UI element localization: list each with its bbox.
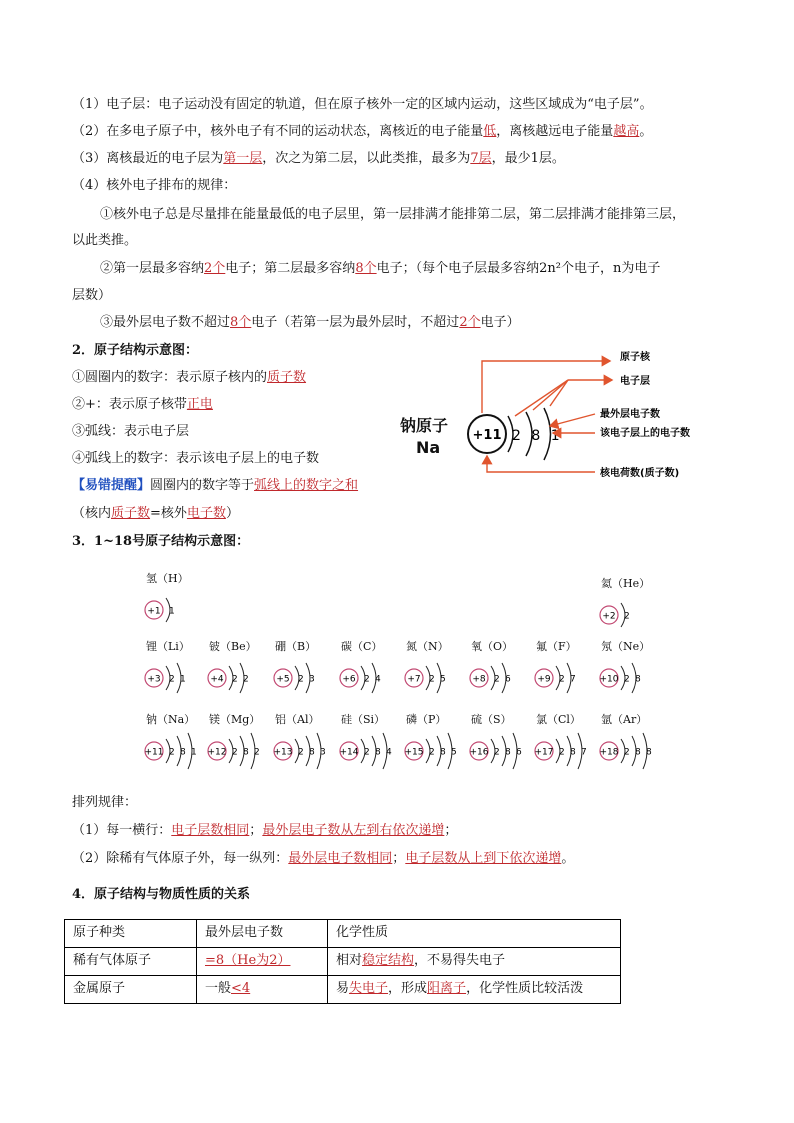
shell-electron-count: 2 — [364, 747, 370, 758]
shell-electron-count: 8 — [180, 747, 186, 758]
shell-electron-count: 5 — [440, 674, 446, 685]
item-circle-number: ①圆圈内的数字：表示原子核内的质子数 — [72, 370, 307, 385]
diagram-label-outer: 最外层电子数 — [600, 409, 660, 420]
table-row1-type: 稀有气体原子 — [65, 948, 197, 976]
nucleus-charge: +6 — [342, 674, 356, 685]
shell-electron-count: 3 — [309, 674, 315, 685]
shell-electron-count: 2 — [169, 674, 175, 685]
table-row1-count: =8（He为2） — [197, 948, 328, 976]
element-name: 氯（Cl） — [536, 713, 581, 726]
shell-electron-count: 2 — [559, 747, 565, 758]
shell-electron-count: 2 — [254, 747, 260, 758]
shell-electron-count: 8 — [440, 747, 446, 758]
element-name: 硼（B） — [275, 640, 317, 653]
shell-electron-count: 2 — [232, 674, 238, 685]
element-atom-diagram — [534, 729, 604, 773]
table-row1-property: 相对稳定结构，不易得失电子 — [328, 948, 621, 976]
shell-electron-count: 1 — [191, 747, 197, 758]
section2-title: 2．原子结构示意图： — [72, 343, 199, 358]
rule-1-cont: 以此类推。 — [72, 233, 138, 248]
diagram-nucleus: +11 — [472, 428, 502, 443]
item-plus-sign: ②+：表示原子核带正电 — [72, 397, 213, 412]
shell-electron-count: 5 — [451, 747, 457, 758]
rule-1: ①核外电子总是尽量排在能量最低的电子层里，第一层排满才能排第二层，第二层排满才能排第三层， — [100, 207, 686, 222]
shell-electron-count: 8 — [505, 747, 511, 758]
nucleus-charge: +1 — [147, 606, 161, 617]
nucleus-charge: +3 — [147, 674, 161, 685]
element-name: 氧（O） — [471, 640, 514, 653]
element-atom-diagram — [144, 729, 214, 773]
nucleus-charge: +13 — [273, 747, 293, 758]
item-arc-number: ④弧线上的数字：表示该电子层上的电子数 — [72, 451, 320, 466]
element-atom-diagram — [207, 729, 277, 773]
shell-electron-count: 2 — [559, 674, 565, 685]
element-atom-diagram — [469, 729, 539, 773]
nucleus-charge: +18 — [599, 747, 619, 758]
element-atom-diagram — [469, 656, 539, 700]
shell-electron-count: 8 — [646, 747, 652, 758]
shell-electron-count: 8 — [375, 747, 381, 758]
rule-2: ②第一层最多容纳2个电子；第二层最多容纳8个电子；（每个电子层最多容纳2n²个电子，n为电子 — [100, 261, 661, 276]
rule-column: （2）除稀有气体原子外，每一纵列：最外层电子数相同；电子层数从上到下依次递增。 — [72, 851, 575, 866]
element-name: 铝（Al） — [275, 713, 320, 726]
element-name: 氖（Ne） — [601, 640, 651, 653]
nucleus-charge: +5 — [276, 674, 290, 685]
answer-two-max: 2个 — [459, 315, 481, 330]
shell-electron-count: 8 — [243, 747, 249, 758]
element-atom-diagram — [599, 656, 669, 700]
element-name: 碳（C） — [341, 640, 383, 653]
element-name: 钠（Na） — [146, 713, 196, 726]
shell-electron-count: 4 — [375, 674, 381, 685]
shell-electron-count: 8 — [635, 674, 641, 685]
shell-electron-count: 7 — [581, 747, 587, 758]
diagram-label-nucleus: 原子核 — [620, 352, 650, 363]
shell-electron-count: 3 — [320, 747, 326, 758]
nucleus-charge: +14 — [339, 747, 359, 758]
shell-electron-count: 6 — [505, 674, 511, 685]
nucleus-charge: +9 — [537, 674, 551, 685]
section3-title: 3．1~18号原子结构示意图： — [72, 534, 250, 549]
table-row2-count: 一般<4 — [197, 976, 328, 1004]
element-name: 硫（S） — [471, 713, 512, 726]
shell-electron-count: 2 — [624, 611, 630, 622]
shell-electron-count: 2 — [624, 674, 630, 685]
element-atom-diagram — [599, 729, 669, 773]
nucleus-charge: +2 — [602, 611, 616, 622]
shell-electron-count: 7 — [570, 674, 576, 685]
shell-electron-count: 2 — [298, 674, 304, 685]
rule-2-cont: 层数） — [72, 288, 112, 303]
diagram-electrons: 2 8 1 — [512, 428, 563, 444]
element-name: 氢（H） — [146, 572, 189, 585]
element-name: 锂（Li） — [146, 640, 190, 653]
shell-electron-count: 1 — [180, 674, 186, 685]
para-multi-electron: （2）在多电子原子中，核外电子有不同的运动状态，离核近的电子能量低，离核越远电子能量越高。 — [72, 124, 653, 139]
shell-electron-count: 4 — [386, 747, 392, 758]
shell-electron-count: 2 — [494, 747, 500, 758]
element-name: 铍（Be） — [209, 640, 257, 653]
shell-electron-count: 2 — [429, 747, 435, 758]
section4-title: 4．原子结构与物质性质的关系 — [72, 887, 251, 902]
para-rules-heading: （4）核外电子排布的规律： — [72, 178, 237, 193]
diagram-atom-label: 钠原子 — [400, 416, 449, 435]
element-atom-diagram — [404, 729, 474, 773]
arrow-charge — [487, 456, 595, 472]
element-atom-diagram — [273, 729, 343, 773]
answer-first-layer: 第一层 — [223, 151, 263, 166]
element-atom-diagram — [534, 656, 604, 700]
para-electron-layer: （1）电子层：电子运动没有固定的轨道，但在原子核外一定的区域内运动，这些区域成为“电子层”。 — [72, 97, 653, 112]
arrow-outer — [550, 414, 595, 426]
element-atom-diagram — [339, 656, 409, 700]
element-atom-diagram — [273, 656, 343, 700]
nucleus-charge: +16 — [469, 747, 489, 758]
property-table — [64, 919, 621, 1004]
answer-low: 低 — [483, 124, 497, 139]
shell-electron-count: 2 — [494, 674, 500, 685]
shell-electron-count: 8 — [570, 747, 576, 758]
tip-line-2: （核内质子数=核外电子数） — [72, 506, 239, 521]
diagram-label-shell: 电子层 — [620, 376, 650, 387]
rule-title: 排列规律： — [72, 795, 138, 810]
tip-line: 【易错提醒】圆圈内的数字等于弧线上的数字之和 — [72, 478, 359, 493]
diagram-label-count: 该电子层上的电子数 — [600, 428, 690, 439]
rule-3: ③最外层电子数不超过8个电子（若第一层为最外层时，不超过2个电子） — [100, 315, 520, 330]
shell-electron-count: 8 — [309, 747, 315, 758]
element-name: 硅（Si） — [341, 713, 386, 726]
table-row2-type: 金属原子 — [65, 976, 197, 1004]
nucleus-charge: +10 — [599, 674, 619, 685]
element-name: 氟（F） — [536, 640, 577, 653]
shell-electron-count: 2 — [298, 747, 304, 758]
answer-eight: 8个 — [355, 261, 377, 276]
element-name: 磷（P） — [406, 713, 447, 726]
nucleus-charge: +11 — [144, 747, 164, 758]
nucleus-charge: +8 — [472, 674, 486, 685]
table-header-count: 最外层电子数 — [197, 920, 328, 948]
element-name: 氮（N） — [406, 640, 449, 653]
sodium-atom-diagram — [390, 340, 730, 490]
table-header-type: 原子种类 — [65, 920, 197, 948]
tip-label: 【易错提醒】 — [72, 478, 151, 493]
shell-electron-count: 1 — [169, 606, 175, 617]
element-name: 氦（He） — [601, 577, 651, 590]
table-header-property: 化学性质 — [328, 920, 621, 948]
para-layer-order: （3）离核最近的电子层为第一层，次之为第二层，以此类推，最多为7层，最少1层。 — [72, 151, 565, 166]
rule-row: （1）每一横行：电子层数相同；最外层电子数从左到右依次递增； — [72, 823, 458, 838]
shell-electron-count: 2 — [243, 674, 249, 685]
element-atom-diagram — [207, 656, 277, 700]
nucleus-charge: +12 — [207, 747, 227, 758]
item-arc: ③弧线：表示电子层 — [72, 424, 190, 439]
answer-seven-layers: 7层 — [470, 151, 492, 166]
nucleus-charge: +4 — [210, 674, 224, 685]
element-atom-diagram — [144, 656, 214, 700]
shell-electron-count: 2 — [232, 747, 238, 758]
element-name: 镁（Mg） — [209, 713, 261, 726]
answer-higher: 越高 — [613, 124, 640, 139]
shell-electron-count: 2 — [429, 674, 435, 685]
nucleus-charge: +15 — [404, 747, 424, 758]
nucleus-charge: +17 — [534, 747, 554, 758]
element-atom-diagram — [404, 656, 474, 700]
shell-electron-count: 2 — [624, 747, 630, 758]
shell-electron-count: 2 — [169, 747, 175, 758]
arrow-nucleus — [482, 361, 610, 413]
element-atom-diagram — [339, 729, 409, 773]
answer-eight-max: 8个 — [230, 315, 252, 330]
arrow-shell-branch-1 — [515, 380, 568, 416]
element-name: 氩（Ar） — [601, 713, 648, 726]
diagram-label-charge: 核电荷数(质子数) — [600, 468, 680, 479]
element-atom-diagram — [599, 593, 669, 637]
nucleus-charge: +7 — [407, 674, 421, 685]
answer-two: 2个 — [204, 261, 226, 276]
element-atom-diagram — [144, 588, 214, 632]
shell-electron-count: 8 — [635, 747, 641, 758]
table-row2-property: 易失电子，形成阳离子，化学性质比较活泼 — [328, 976, 621, 1004]
shell-electron-count: 6 — [516, 747, 522, 758]
diagram-symbol: Na — [416, 438, 441, 457]
shell-electron-count: 2 — [364, 674, 370, 685]
